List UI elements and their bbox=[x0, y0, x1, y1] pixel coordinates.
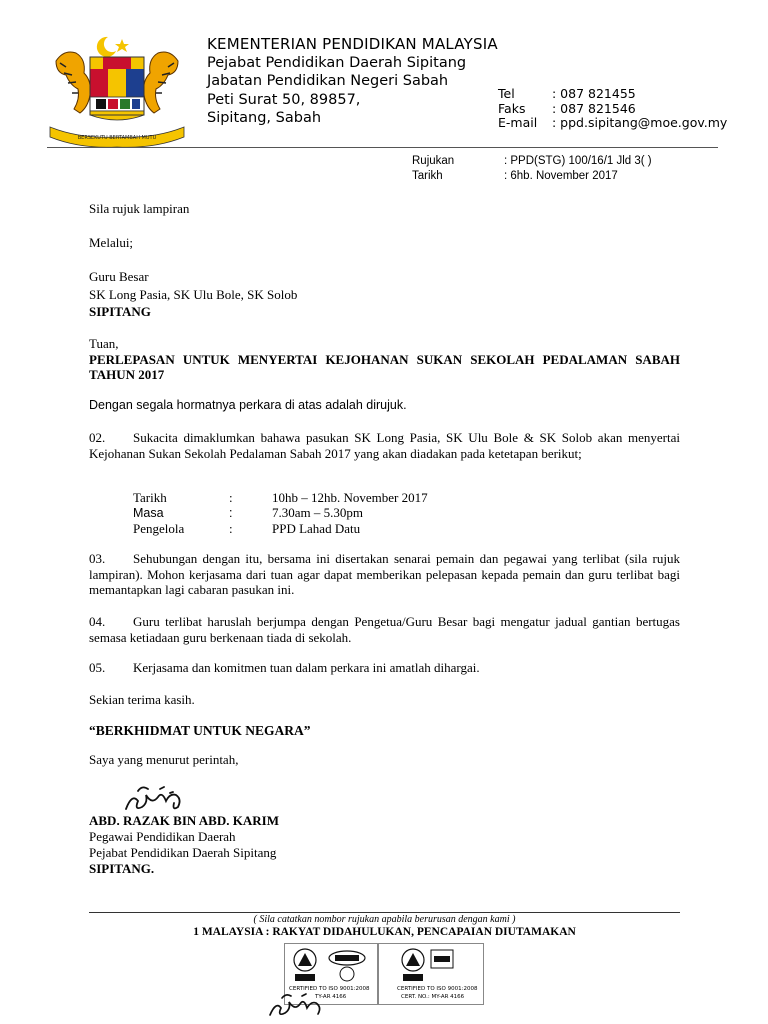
sirim-standards-logo bbox=[285, 944, 377, 988]
paragraph-05: 05. Kerjasama dan komitmen tuan dalam perkara ini amatlah dihargai. bbox=[89, 660, 480, 675]
reference-block bbox=[412, 154, 652, 184]
signature-image-footer bbox=[266, 989, 330, 1023]
signature-image bbox=[120, 781, 190, 817]
address-line-2: Sipitang, Sabah bbox=[207, 110, 322, 126]
contact-fax: Faks : 087 821546 bbox=[498, 100, 636, 116]
signatory-name: ABD. RAZAK BIN ABD. KARIM bbox=[89, 813, 279, 828]
iso-certification-badge-right bbox=[378, 943, 484, 1005]
cert-right-number: CERT. NO.: MY-AR 4166 bbox=[401, 994, 465, 1000]
salutation: Tuan, bbox=[89, 336, 119, 351]
via-line: Melalui; bbox=[89, 235, 134, 250]
event-details bbox=[133, 490, 428, 536]
crest-motto: BERSEKUTU BERTAMBAH MUTU bbox=[77, 135, 157, 141]
cert-right-text: CERTIFIED TO ISO 9001:2008 bbox=[397, 986, 478, 992]
footer-divider bbox=[89, 912, 680, 913]
signatory-position: Pegawai Pendidikan Daerah bbox=[89, 829, 236, 844]
paragraph-04: 04. Guru terlibat haruslah berjumpa dengan Pengetua/Guru Besar bagi mengatur jadual gantian bertugas semasa ketiadaan guru berkenaan tiada di sekolah. bbox=[89, 614, 680, 645]
letterhead-divider bbox=[47, 147, 718, 148]
letter-subject: PERLEPASAN UNTUK MENYERTAI KEJOHANAN SUKAN SEKOLAH PEDALAMAN SABAH TAHUN 2017 bbox=[89, 352, 680, 382]
reference-number: Rujukan : PPD(STG) 100/16/1 Jld 3( ) bbox=[412, 155, 652, 167]
recipient-schools: SK Long Pasia, SK Ulu Bole, SK Solob bbox=[89, 286, 298, 302]
signatory-place: SIPITANG. bbox=[89, 861, 155, 876]
opening-line: Dengan segala hormatnya perkara di atas adalah dirujuk. bbox=[89, 398, 407, 412]
cert-left-text: CERTIFIED TO ISO 9001:2008 bbox=[289, 986, 370, 992]
closing-line: Sekian terima kasih. bbox=[89, 692, 195, 707]
department-name: Jabatan Pendidikan Negeri Sabah bbox=[207, 73, 449, 89]
address-line-1: Peti Surat 50, 89857, bbox=[207, 91, 361, 108]
signatory-block bbox=[89, 813, 680, 877]
contact-email: E-mail : ppd.sipitang@moe.gov.my bbox=[498, 115, 728, 130]
attachment-note: Sila rujuk lampiran bbox=[89, 201, 190, 216]
detail-row-date: Tarikh : 10hb – 12hb. November 2017 bbox=[133, 490, 428, 505]
office-name: Pejabat Pendidikan Daerah Sipitang bbox=[207, 54, 467, 71]
reference-date: Tarikh : 6hb. November 2017 bbox=[412, 170, 618, 182]
ministry-name: KEMENTERIAN PENDIDIKAN MALAYSIA bbox=[207, 35, 498, 53]
detail-row-organiser: Pengelola : PPD Lahad Datu bbox=[133, 521, 361, 536]
sirim-iqnet-logo bbox=[379, 944, 483, 988]
recipient-place: SIPITANG bbox=[89, 304, 151, 319]
letterhead-organisation bbox=[207, 35, 498, 128]
recipient-block bbox=[89, 269, 680, 320]
signatory-office: Pejabat Pendidikan Daerah Sipitang bbox=[89, 845, 277, 860]
paragraph-03: 03. Sehubungan dengan itu, bersama ini disertakan senarai pemain dan pegawai yang terlibat (sila rujuk lampiran). Mohon kerjasama dari tuan agar dapat memberikan pelepasan kepada pemain dan guru terlibat bagi memantapkan lagi cabaran pasukan ini. bbox=[89, 551, 680, 597]
recipient-title: Guru Besar bbox=[89, 269, 149, 284]
contact-tel: Tel : 087 821455 bbox=[498, 86, 636, 101]
coat-of-arms-logo bbox=[46, 33, 188, 151]
cert-left-number: TY-AR 4166 bbox=[315, 994, 347, 1000]
paragraph-02: 02. Sukacita dimaklumkan bahawa pasukan SK Long Pasia, SK Ulu Bole & SK Solob akan menyertai Kejohanan Sukan Sekolah Pedalaman Sabah 2017 yang akan diadakan pada ketetapan berikut; bbox=[89, 430, 680, 461]
order-line: Saya yang menurut perintah, bbox=[89, 752, 239, 767]
detail-row-time: Masa : 7.30am – 5.30pm bbox=[133, 505, 363, 520]
contact-block bbox=[498, 87, 727, 131]
service-motto: “BERKHIDMAT UNTUK NEGARA” bbox=[89, 723, 311, 738]
footer-slogan: 1 MALAYSIA : RAKYAT DIDAHULUKAN, PENCAPAIAN DIUTAMAKAN bbox=[193, 926, 576, 938]
footer-note: ( Sila catatkan nombor rujukan apabila berurusan dengan kami ) bbox=[253, 914, 516, 925]
